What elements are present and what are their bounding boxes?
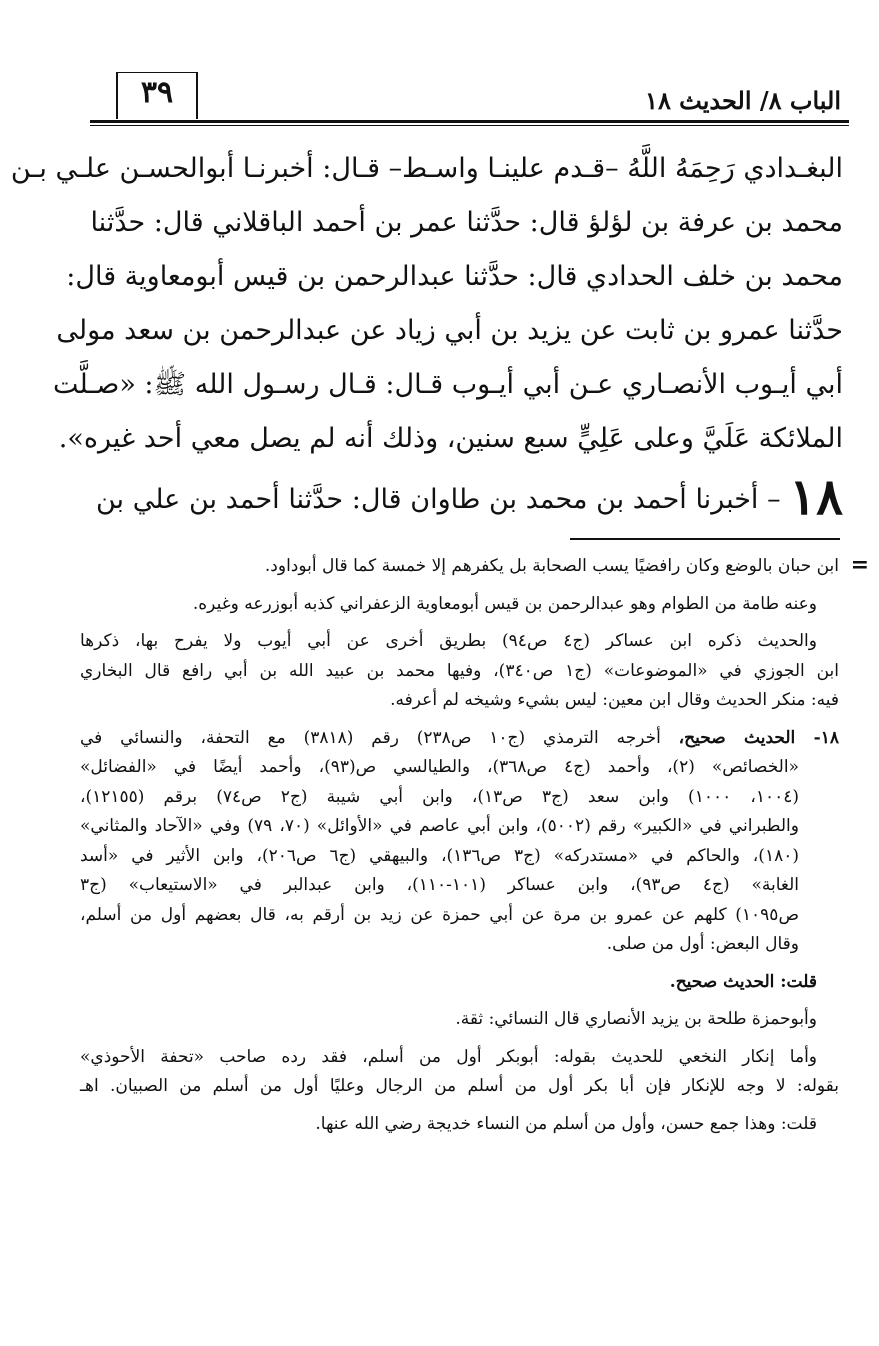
footnote-verdict	[80, 968, 839, 998]
footnote-line: وقال البعض: أول من صلى.	[606, 934, 799, 954]
header-rule	[90, 120, 849, 123]
footnote-paragraph	[80, 1005, 839, 1035]
footnote-line: ابن الجوزي في «الموضوعات» (ج١ ص٣٤٠)، وفيها محمد بن عبيد الله بن أبي رافع قال البخاري	[80, 660, 839, 681]
hadith-line	[96, 466, 843, 528]
footnote-line: (١٨٠)، والحاكم في «مستدركه» (ج٣ ص١٣٦)، والبيهقي (ج٦ ص٢٠٦)، وابن الأثير في «أسد	[80, 845, 799, 866]
footnote-text: أخرجه الترمذي (ج١٠ ص٢٣٨) رقم (٣٨١٨) مع التحفة، والنسائي في	[80, 727, 679, 748]
footnote-18	[80, 724, 839, 960]
footnote-line: بقوله: لا وجه للإنكار فإن أبا بكر أول من أسلم من الرجال وعليًا أول من أسلم من الصبيان. اهـ	[80, 1076, 839, 1096]
footnote-line	[80, 724, 839, 754]
main-text	[10, 142, 843, 528]
footnote-line: وأما إنكار النخعي للحديث بقوله: أبوبكر أول من أسلم، فقد رده صاحب «تحفة الأحوذي»	[80, 1046, 817, 1067]
footnote-line: وأبوحمزة طلحة بن يزيد الأنصاري قال النسائي: ثقة.	[455, 1009, 817, 1029]
footnote-line: والطبراني في «الكبير» رقم (٥٠٠٢)، وابن أبي عاصم في «الأوائل» (٧٠، ٧٩) وفي «الآحاد والمثاني»	[80, 816, 799, 836]
footnote-line: «الخصائص» (٢)، وأحمد (ج٤ ص٣٦٨)، والطيالسي ص(٩٣)، وأحمد أيضًا في «الفضائل»	[80, 757, 799, 777]
footnote-line: ابن حبان بالوضع وكان رافضيًا يسب الصحابة بل يكفرهم إلا خمسة كما قال أبوداود.	[264, 556, 839, 576]
footnote-separator	[570, 538, 840, 540]
footnote-line: قلت: وهذا جمع حسن، وأول من أسلم من النساء خديجة رضي الله عنها.	[315, 1113, 817, 1134]
hadith-number: ١٨	[789, 467, 843, 526]
footnote-line: فيه: منكر الحديث وقال ابن معين: ليس بشيء وشيخه لم أعرفه.	[390, 690, 839, 710]
footnote-paragraph	[80, 627, 839, 716]
footnote-line: والحديث ذكره ابن عساكر (ج٤ ص٩٤) بطريق أخرى عن أبي أيوب ولا يفرح بها، ذكرها	[80, 631, 817, 651]
page-number: ٣٩	[140, 75, 174, 110]
footnote-paragraph	[80, 1043, 839, 1102]
running-header	[90, 75, 849, 118]
main-line: البغـدادي رَحِمَهُ اللَّهُ –قـدم علينـا واسـط– قـال: أخبرنـا أبوالحسـن علـي بـن	[10, 153, 843, 184]
footnote-paragraph	[80, 552, 839, 582]
main-line: محمد بن عرفة بن لؤلؤ قال: حدَّثنا عمر بن أحمد الباقلاني قال: حدَّثنا	[90, 207, 843, 238]
header-title: الباب ٨/ الحديث ١٨	[645, 86, 841, 115]
page-number-box	[116, 72, 198, 119]
verdict-text: قلت: الحديث صحيح.	[669, 971, 817, 992]
hadith-text: – أخبرنا أحمد بن محمد بن طاوان قال: حدَّثنا أحمد بن علي بن	[96, 484, 781, 515]
main-line: الملائكة عَلَيَّ وعلى عَلِيٍّ سبع سنين، وذلك أنه لم يصل معي أحد غيره».	[58, 423, 843, 454]
footnote-line: وعنه طامة من الطوام وهو عبدالرحمن بن قيس أبومعاوية الزعفراني كذبه أبوزرعه وغيره.	[192, 593, 817, 614]
footnote-paragraph	[80, 1110, 839, 1140]
footnote-paragraph	[80, 968, 839, 998]
header-rule-thin	[90, 125, 849, 126]
continuation-marker: =	[850, 552, 869, 578]
footnote-paragraph	[80, 590, 839, 620]
footnote-line: ص١٠٩٥) كلهم عن عمرو بن مرة عن أبي حمزة عن زيد بن أرقم به، قال بعضهم أول من أسلم،	[80, 904, 799, 925]
main-line: محمد بن خلف الحدادي قال: حدَّثنا عبدالرحمن بن قيس أبومعاوية قال:	[66, 261, 843, 292]
main-line: أبي أيـوب الأنصـاري عـن أبي أيـوب قـال: قـال رسـول الله ﷺ: «صـلَّت	[53, 369, 843, 400]
footnotes	[80, 552, 869, 1139]
footnote-line: الغابة» (ج٤ ص٩٣)، وابن عساكر (١٠١-١١٠)، وابن عبدالبر في «الاستيعاب» (ج٣	[80, 875, 799, 895]
main-line: حدَّثنا عمرو بن ثابت عن يزيد بن أبي زياد عن عبدالرحمن بن سعد مولى	[56, 315, 843, 346]
footnote-label: ١٨- الحديث صحيح،	[678, 727, 839, 748]
footnote-line: (١٠٠٤، ١٠٠٠) وابن سعد (ج٣ ص١٣)، وابن أبي شيبة (ج٢ ص٧٤) برقم (١٢١٥٥)،	[80, 786, 799, 807]
